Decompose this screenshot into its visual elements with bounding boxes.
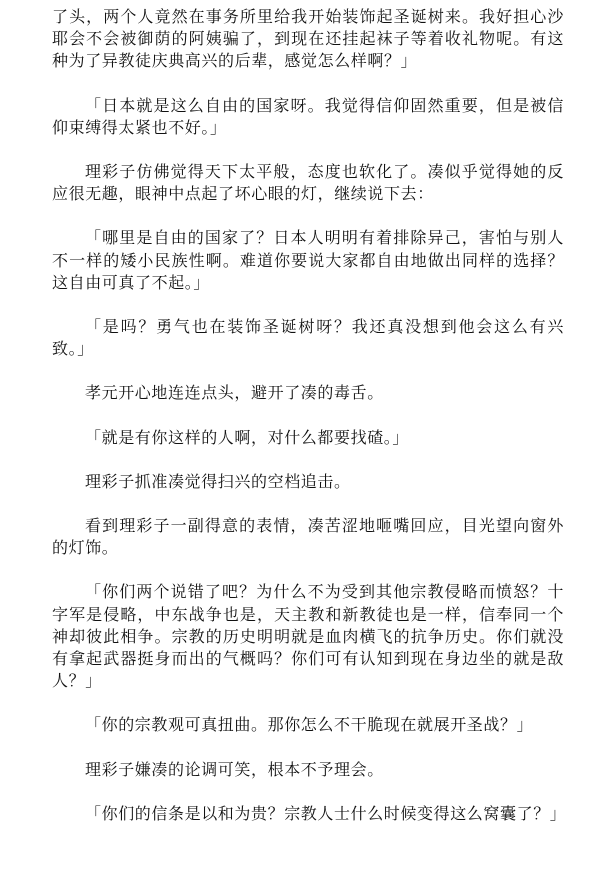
paragraph-3: 理彩子仿佛觉得天下太平般，态度也软化了。凑似乎觉得她的反应很无趣，眼神中点起了坏心眼的灯，继续说下去： xyxy=(52,162,564,204)
paragraph-6: 孝元开心地连连点头，避开了凑的毒舌。 xyxy=(85,383,384,403)
paragraph-9: 看到理彩子一副得意的表情，凑苦涩地咂嘴回应，目光望向窗外的灯饰。 xyxy=(52,516,564,558)
paragraph-13: 「你们的信条是以和为贵？宗教人士什么时候变得这么窝囊了？」 xyxy=(85,803,567,823)
paragraph-11: 「你的宗教观可真扭曲。那你怎么不干脆现在就展开圣战？」 xyxy=(85,715,534,735)
paragraph-5: 「是吗？勇气也在装饰圣诞树呀？我还真没想到他会这么有兴致。」 xyxy=(52,317,564,359)
paragraph-4: 「哪里是自由的国家了？日本人明明有着排除异己，害怕与别人不一样的矮小民族性啊。难道你要说大家都自由地做出同样的选择？这自由可真了不起。」 xyxy=(52,228,564,292)
paragraph-12: 理彩子嫌凑的论调可笑，根本不予理会。 xyxy=(85,759,384,779)
page-body xyxy=(52,6,567,847)
paragraph-1: 了头，两个人竟然在事务所里给我开始装饰起圣诞树来。我好担心沙耶会不会被御荫的阿姨骗了，到现在还挂起袜子等着收礼物呢。有这种为了异教徒庆典高兴的后辈，感觉怎么样啊？」 xyxy=(52,7,564,71)
paragraph-8: 理彩子抓准凑觉得扫兴的空档追击。 xyxy=(85,471,351,491)
paragraph-2: 「日本就是这么自由的国家呀。我觉得信仰固然重要，但是被信仰束缚得太紧也不好。」 xyxy=(52,95,564,137)
paragraph-7: 「就是有你这样的人啊，对什么都要找碴。」 xyxy=(85,427,410,447)
paragraph-10: 「你们两个说错了吧？为什么不为受到其他宗教侵略而愤怒？十字军是侵略，中东战争也是，天主教和新教徒也是一样，信奉同一个神却彼此相争。宗教的历史明明就是血肉横飞的抗争历史。你们就没有拿起武器挺身而出的气概吗？你们可有认知到现在身边坐的就是敌人？」 xyxy=(52,582,564,691)
